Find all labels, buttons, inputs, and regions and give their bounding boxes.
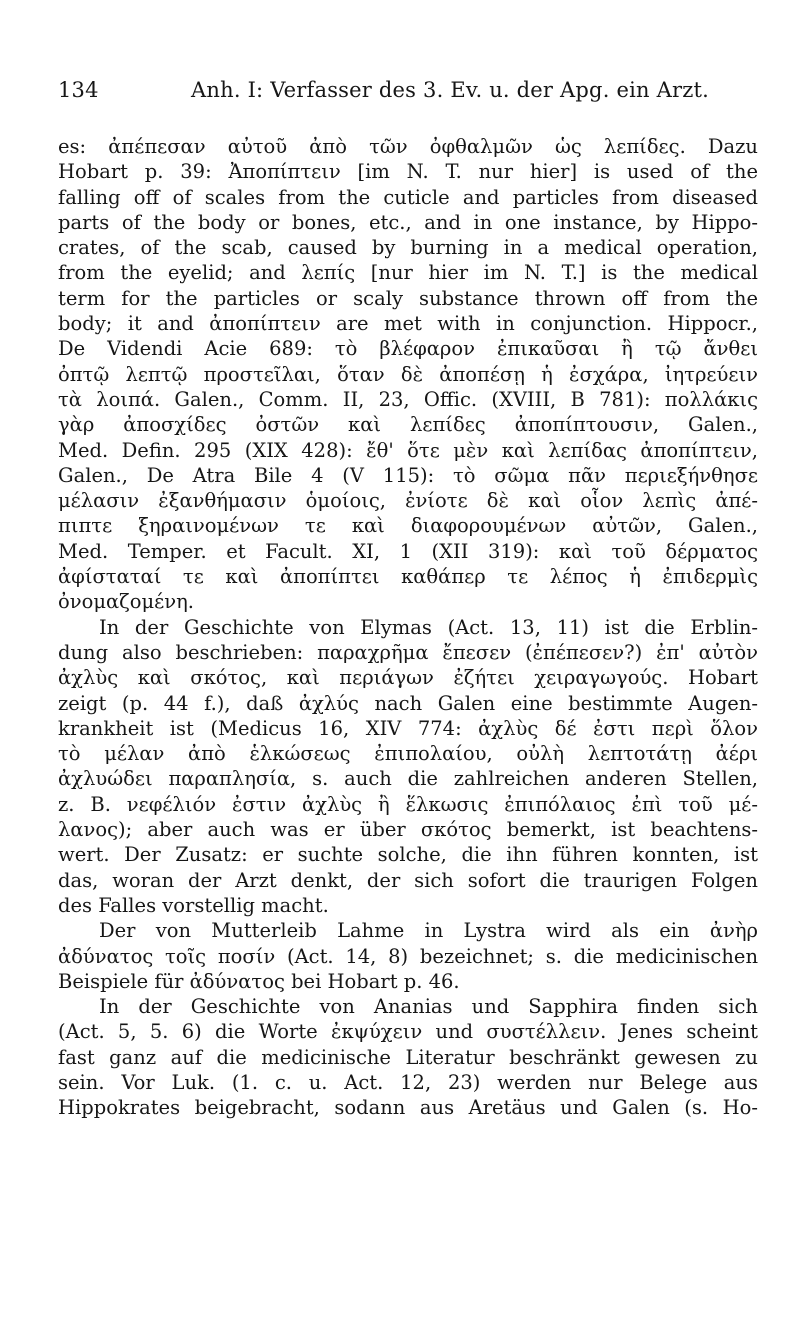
text-line: (Act. 5, 5. 6) die Worte ἐκψύχειν und συστέλλειν. Jenes scheint — [58, 1020, 758, 1044]
text-line: des Falles vorstellig macht. — [58, 893, 329, 917]
text-line: ἀχλυώδει παραπλησία, s. auch die zahlreichen anderen Stellen, — [58, 767, 758, 791]
text-line: Galen., De Atra Bile 4 (V 115): τὸ σῶμα πᾶν περιεξήνθησε — [58, 463, 758, 487]
text-line: τὸ μέλαν ἀπὸ ἑλκώσεως ἐπιπολαίου, οὐλὴ λεπτοτάτῃ ἀέρι — [58, 742, 758, 766]
page-header — [58, 78, 758, 108]
text-line: fast ganz auf die medicinische Literatur beschränkt gewesen zu — [58, 1045, 758, 1069]
text-line: ἀχλὺς καὶ σκότος, καὶ περιάγων ἐζήτει χειραγωγούς. Hobart — [58, 666, 758, 690]
text-line: In der Geschichte von Elymas (Act. 13, 11) ist die Erblin- — [99, 615, 758, 639]
text-line: zeigt (p. 44 f.), daß ἀχλύς nach Galen eine bestimmte Augen- — [58, 691, 758, 715]
running-head: Anh. I: Verfasser des 3. Ev. u. der Apg. ein Arzt. — [191, 78, 709, 102]
text-line: Beispiele für ἀδύνατος bei Hobart p. 46. — [58, 969, 460, 993]
text-line: parts of the body or bones, etc., and in one instance, by Hippo- — [58, 210, 758, 234]
text-line: from the eyelid; and λεπίς [nur hier im N. T.] is the medical — [58, 261, 758, 285]
text-line: μέλασιν ἐξανθήμασιν ὁμοίοις, ἐνίοτε δὲ καὶ οἷον λεπὶς ἀπέ- — [58, 489, 758, 513]
text-line: term for the particles or scaly substance thrown off from the — [58, 286, 758, 310]
text-line: falling off of scales from the cuticle and particles from diseased — [58, 185, 758, 209]
text-line: body; it and ἀποπίπτειν are met with in conjunction. Hippocr., — [58, 312, 758, 336]
text-line: Hippokrates beigebracht, sodann aus Aretäus und Galen (s. Ho- — [58, 1096, 758, 1120]
text-line: ὀπτῷ λεπτῷ προστεῖλαι, ὅταν δὲ ἀποπέσῃ ἡ ἐσχάρα, ἰητρεύειν — [58, 362, 758, 386]
text-line: das, woran der Arzt denkt, der sich sofort die traurigen Folgen — [58, 868, 758, 892]
text-line: es: ἀπέπεσαν αὐτοῦ ἀπὸ τῶν ὀφθαλμῶν ὡς λεπίδες. Dazu — [58, 135, 758, 158]
text-line: dung also beschrieben: παραχρῆμα ἔπεσεν (ἐπέπεσεν?) ἐπ' αὐτὸν — [58, 640, 758, 664]
text-line: Der von Mutterleib Lahme in Lystra wird als ein ἀνὴρ — [99, 919, 758, 943]
text-line: krankheit ist (Medicus 16, XIV 774: ἀχλὺς δέ ἐστι περὶ ὅλον — [58, 716, 758, 740]
text-line: Hobart p. 39: Ἀποπίπτειν [im N. T. nur hier] is used of the — [58, 160, 758, 184]
text-line: γὰρ ἀποσχίδες ὀστῶν καὶ λεπίδες ἀποπίπτουσιν, Galen., — [58, 413, 758, 437]
text-line: wert. Der Zusatz: er suchte solche, die ihn führen konnten, ist — [58, 843, 758, 867]
text-line: Med. Defin. 295 (XIX 428): ἔθ' ὅτε μὲν καὶ λεπίδας ἀποπίπτειν, — [58, 438, 758, 462]
text-line: crates, of the scab, caused by burning in a medical operation, — [58, 236, 758, 260]
text-line: ἀδύνατος τοῖς ποσίν (Act. 14, 8) bezeichnet; s. die medicinischen — [58, 944, 758, 968]
text-line: In der Geschichte von Ananias und Sapphira finden sich — [99, 995, 758, 1019]
text-line: πιπτε ξηραινομένων τε καὶ διαφορουμένων αὐτῶν, Galen., — [58, 514, 758, 538]
text-line: ὀνομαζομένη. — [58, 590, 194, 614]
text-line: λανος); aber auch was er über σκότος bemerkt, ist beachtens- — [58, 818, 758, 842]
text-line: Med. Temper. et Facult. XI, 1 (XII 319): καὶ τοῦ δέρματος — [58, 539, 758, 563]
text-line: τὰ λοιπά. Galen., Comm. II, 23, Offic. (XVIII, B 781): πολλάκις — [58, 387, 758, 411]
body-text — [58, 134, 758, 1121]
text-line: ἀφίσταταί τε καὶ ἀποπίπτει καθάπερ τε λέπος ἡ ἐπιδερμὶς — [58, 565, 758, 589]
text-line: sein. Vor Luk. (1. c. u. Act. 12, 23) werden nur Belege aus — [58, 1070, 758, 1094]
text-line: z. B. νεφέλιόν ἐστιν ἀχλὺς ἢ ἕλκωσις ἐπιπόλαιος ἐπὶ τοῦ μέ- — [58, 792, 758, 816]
text-line: De Videndi Acie 689: τὸ βλέφαρον ἐπικαῦσαι ἢ τῷ ἄνθει — [58, 337, 758, 361]
page-number: 134 — [58, 78, 99, 102]
